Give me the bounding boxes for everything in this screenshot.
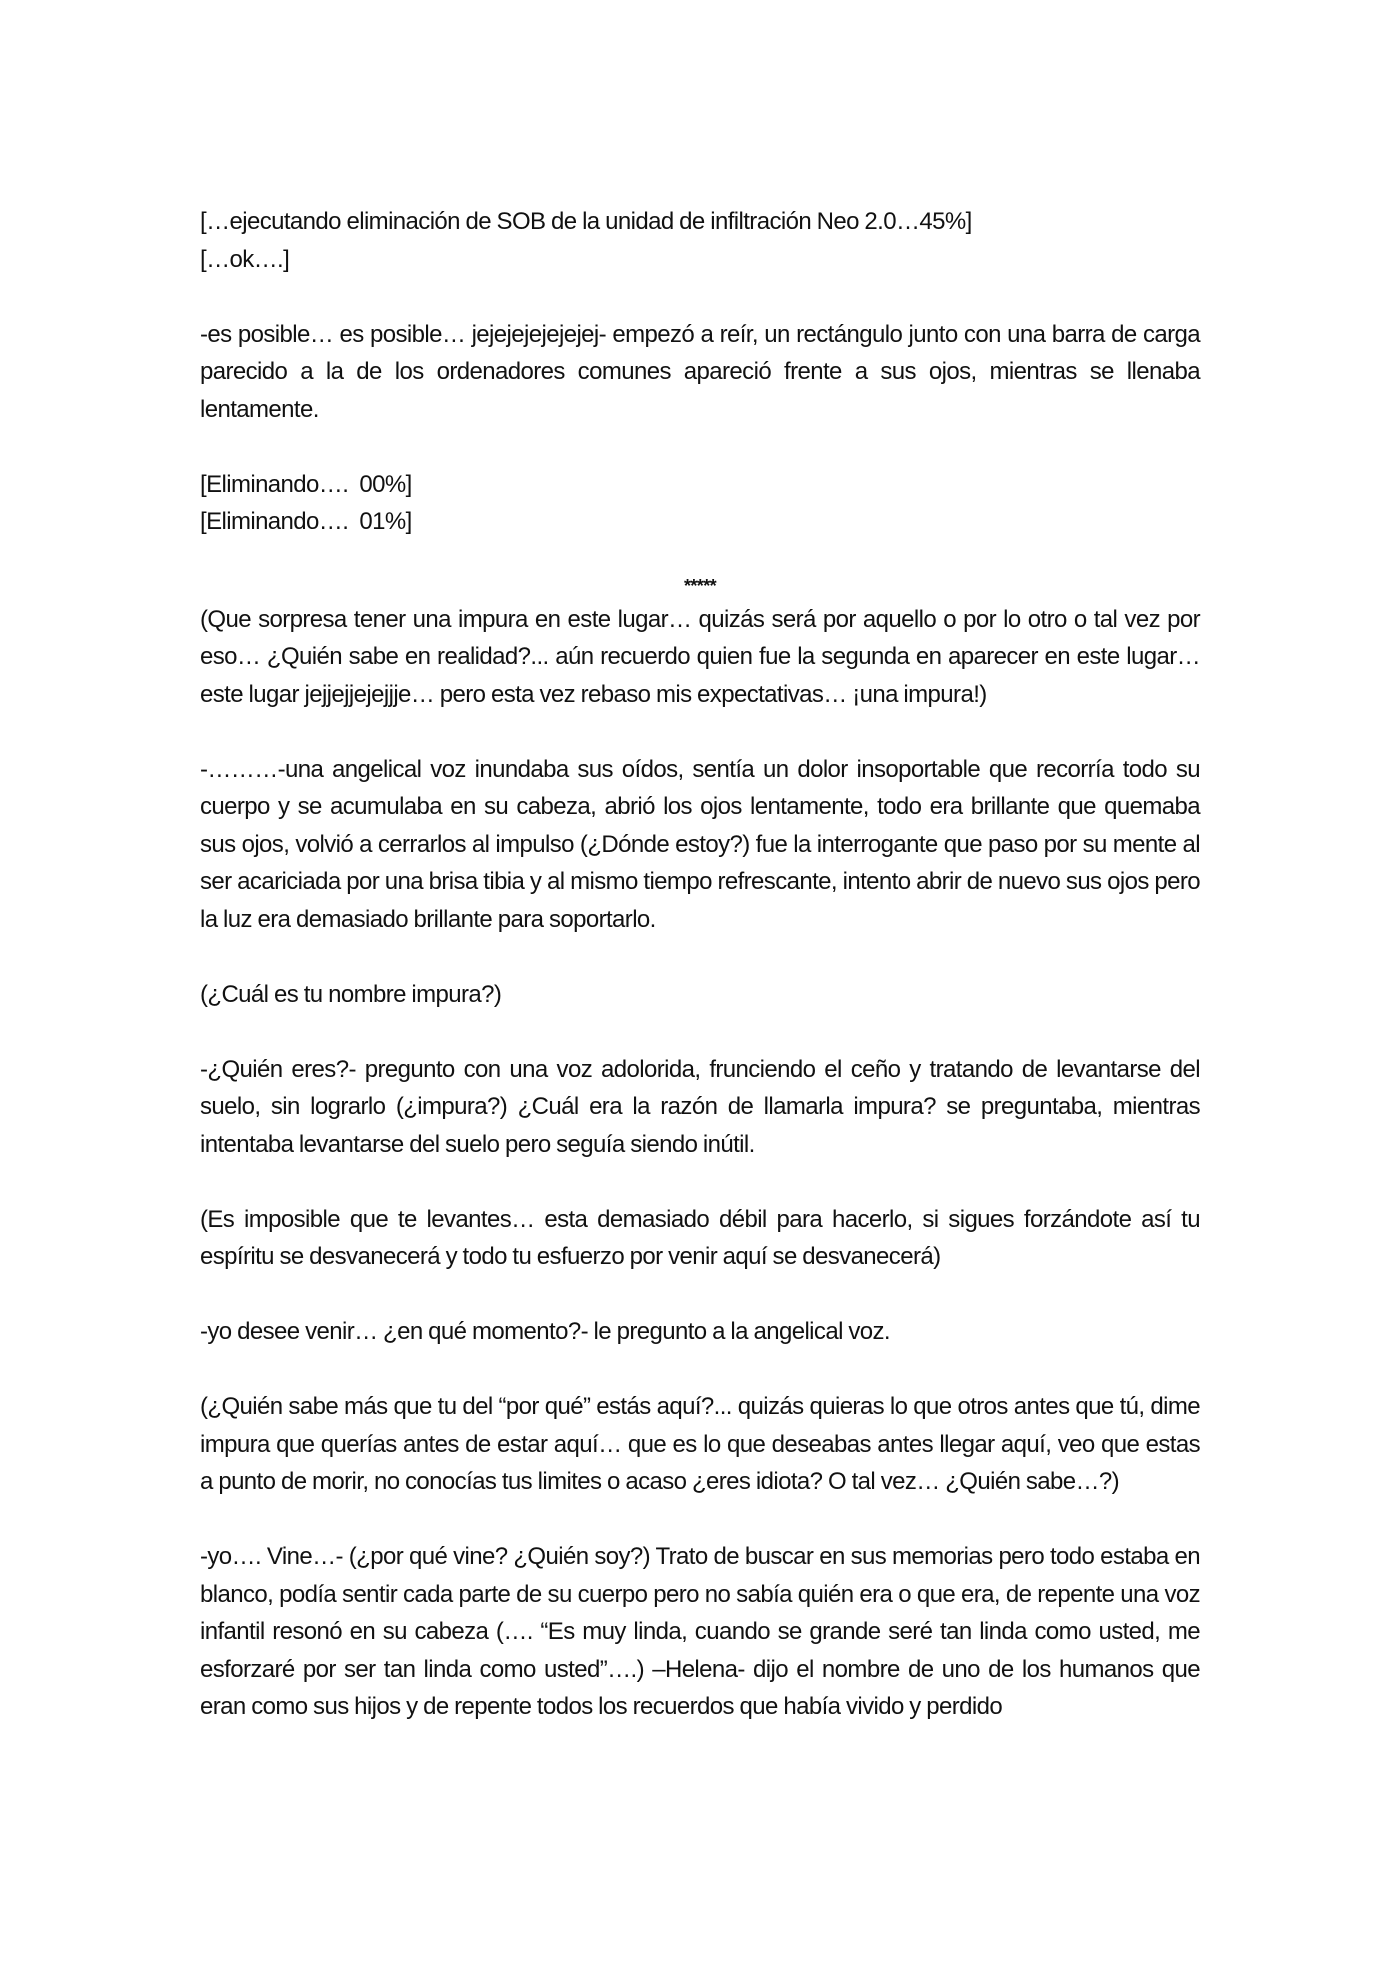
paragraph-gap bbox=[200, 1163, 1200, 1201]
paragraph-surprise: (Que sorpresa tener una impura en este lugar… quizás será por aquello o por lo otro o tal vez por eso… ¿Quién sabe en realidad?... aún recuerdo quien fue la segunda en aparecer en este lugar… este lugar jejjejjejejjje… pero esta vez rebaso mis expectativas… ¡una impura!) bbox=[200, 605, 1200, 708]
scene-separator: ***** bbox=[683, 575, 717, 596]
paragraph-gap bbox=[200, 541, 1200, 571]
paragraph-impossible: (Es imposible que te levantes… esta demasiado débil para hacerlo, si sigues forzándote así tu espíritu se desvanecerá y todo tu esfuerzo por venir aquí se desvanecerá) bbox=[200, 1205, 1200, 1270]
paragraph-gap bbox=[200, 1501, 1200, 1539]
paragraph-laugh: -es posible… es posible… jejejejejejejej- empezó a reír, un rectángulo junto con una barra de carga parecido a la de los ordenadores comunes apareció frente a sus ojos, mientras se llenaba lentamente. bbox=[200, 320, 1200, 423]
paragraph-gap bbox=[200, 1013, 1200, 1051]
paragraph-gap bbox=[200, 428, 1200, 466]
paragraph-gap bbox=[200, 278, 1200, 316]
paragraph-who-are-you: -¿Quién eres?- pregunto con una voz adolorida, frunciendo el ceño y tratando de levantarse del suelo, sin lograrlo (¿impura?) ¿Cuál era la razón de llamarla impura? se preguntaba, mientras intentaba levantarse del suelo pero seguía siendo inútil. bbox=[200, 1055, 1200, 1158]
paragraph-gap bbox=[200, 938, 1200, 976]
status-line-execution: […ejecutando eliminación de SOB de la unidad de infiltración Neo 2.0…45%] bbox=[200, 208, 972, 235]
paragraph-memories: -yo…. Vine…- (¿por qué vine? ¿Quién soy?) Trato de buscar en sus memorias pero todo estaba en blanco, podía sentir cada parte de su cuerpo pero no sabía quién era o que era, de repente una voz infantil resonó en su cabeza (…. “Es muy linda, cuando se grande seré tan linda como usted, me esforzaré por ser tan linda como usted”….) –Helena- dijo el nombre de uno de los humanos que eran como sus hijos y de repente todos los recuerdos que había vivido y perdido bbox=[200, 1543, 1200, 1720]
progress-line-01: [Eliminando…. 01%] bbox=[200, 508, 412, 535]
paragraph-gap bbox=[200, 1351, 1200, 1389]
document-body bbox=[200, 203, 1200, 1726]
paragraph-angelic-voice: -………-una angelical voz inundaba sus oídos, sentía un dolor insoportable que recorría todo su cuerpo y se acumulaba en su cabeza, abrió los ojos lentamente, todo era brillante que quemaba sus ojos, volvió a cerrarlos al impulso (¿Dónde estoy?) fue la interrogante que paso por su mente al ser acariciada por una brisa tibia y al mismo tiempo refrescante, intento abrir de nuevo sus ojos pero la luz era demasiado brillante para soportarlo. bbox=[200, 755, 1200, 933]
paragraph-who-knows: (¿Quién sabe más que tu del “por qué” estás aquí?... quizás quieras lo que otros antes que tú, dime impura que querías antes de estar aquí… que es lo que deseabas antes llegar aquí, veo que estas a punto de morir, no conocías tus limites o acaso ¿eres idiota? O tal vez… ¿Quién sabe…?) bbox=[200, 1393, 1200, 1495]
paragraph-name-question: (¿Cuál es tu nombre impura?) bbox=[200, 980, 502, 1008]
paragraph-wished-to-come: -yo desee venir… ¿en qué momento?- le pregunto a la angelical voz. bbox=[200, 1318, 890, 1345]
paragraph-gap bbox=[200, 1276, 1200, 1314]
progress-line-00: [Eliminando…. 00%] bbox=[200, 470, 412, 498]
status-line-ok: […ok….] bbox=[200, 245, 290, 273]
paragraph-gap bbox=[200, 713, 1200, 751]
